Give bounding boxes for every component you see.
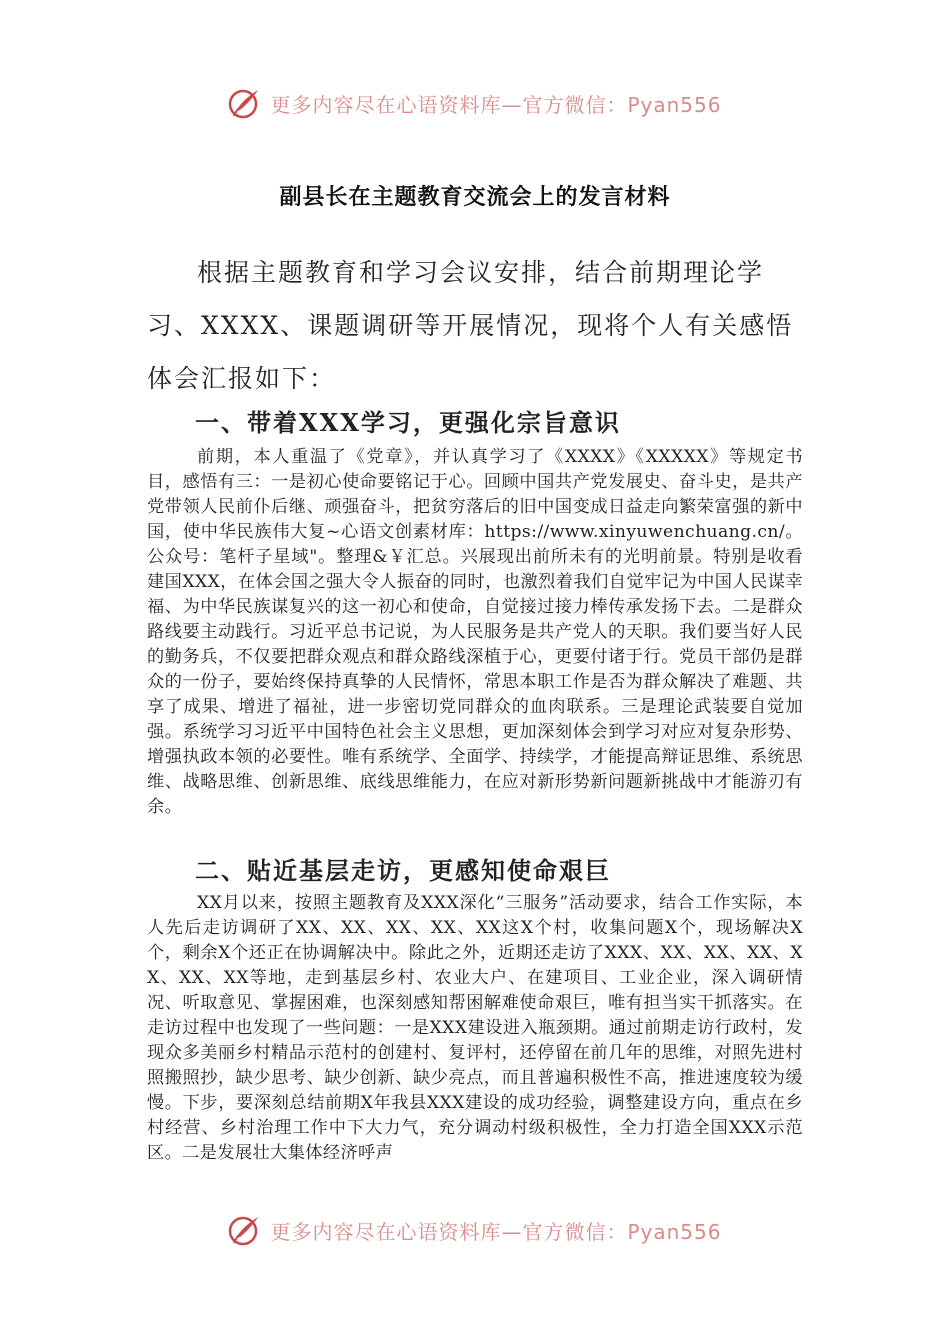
document-title: 副县长在主题教育交流会上的发言材料 [279, 185, 671, 210]
section-heading-1: 一、带着XXX学习，更强化宗旨意识 [195, 408, 621, 437]
quill-logo-icon [228, 86, 262, 120]
section-body-1: 前期，本人重温了《党章》，并认真学习了《XXXX》《XXXXX》等规定书目，感悟有三：一是初心使命要铭记于心。回顾中国共产党发展史、奋斗史，是共产党带领人民前仆后继、顽强奋斗，把贫穷落后的旧中国变成日益走向繁荣富强的新中国，使中华民族伟大复~心语文创素材库：https://www.xinyuwenchuang.cn/。公众号：笔杆子星域"。整理&￥汇总。兴展现出前所未有的光明前景。特别是收看建国XXX，在体会国之强大令人振奋的同时，也激烈着我们自觉牢记为中国人民谋幸福、为中华民族谋复兴的这一初心和使命，自觉接过接力棒传承发扬下去。二是群众路线要主动践行。习近平总书记说，为人民服务是共产党人的天职。我们要当好人民的勤务兵，不仅要把群众观点和群众路线深植于心，更要付诸于行。党员干部仍是群众的一份子，要始终保持真挚的人民情怀，常思本职工作是否为群众解决了难题、共享了成果、增进了福祉，进一步密切党同群众的血肉联系。三是理论武装要自觉加强。系统学习习近平中国特色社会主义思想，更加深刻体会到学习对应对复杂形势、增强执政本领的必要性。唯有系统学、全面学、持续学，才能提高辩证思维、系统思维、战略思维、创新思维、底线思维能力，在应对新形势新问题新挑战中才能游刃有余。 [147, 447, 803, 817]
intro-paragraph: 根据主题教育和学习会议安排，结合前期理论学习、XXXX、课题调研等开展情况，现将个人有关感悟体会汇报如下： [147, 258, 794, 393]
quill-logo-icon [228, 1213, 262, 1247]
footer-watermark [0, 1210, 950, 1250]
section-body-2: XX月以来，按照主题教育及XXX深化“三服务”活动要求，结合工作实际，本人先后走访调研了XX、XX、XX、XX、XX这X个村，收集问题X个，现场解决X个，剩余X个还正在协调解决中。除此之外，近期还走访了XXX、XX、XX、XX、XX、XX、XX等地，走到基层乡村、农业大户、在建项目、工业企业，深入调研情况、听取意见、掌握困难，也深刻感知帮困解难使命艰巨，唯有担当实干抓落实。在走访过程中也发现了一些问题：一是XXX建设进入瓶颈期。通过前期走访行政村，发现众多美丽乡村精品示范村的创建村、复评村，还停留在前几年的思维，对照先进村照搬照抄，缺少思考、缺少创新、缺少亮点，而且普遍积极性不高，推进速度较为缓慢。下步，要深刻总结前期X年我县XXX建设的成功经验，调整建设方向，重点在乡村经营、乡村治理工作中下大力气，充分调动村级积极性，全力打造全国XXX示范区。二是发展壮大集体经济呼声 [147, 893, 803, 1163]
header-watermark [0, 83, 950, 123]
watermark-text: 更多内容尽在心语资料库—官方微信：Pyan556 [270, 92, 722, 117]
section-heading-2: 二、贴近基层走访，更感知使命艰巨 [195, 856, 611, 885]
watermark-text: 更多内容尽在心语资料库—官方微信：Pyan556 [270, 1219, 722, 1244]
